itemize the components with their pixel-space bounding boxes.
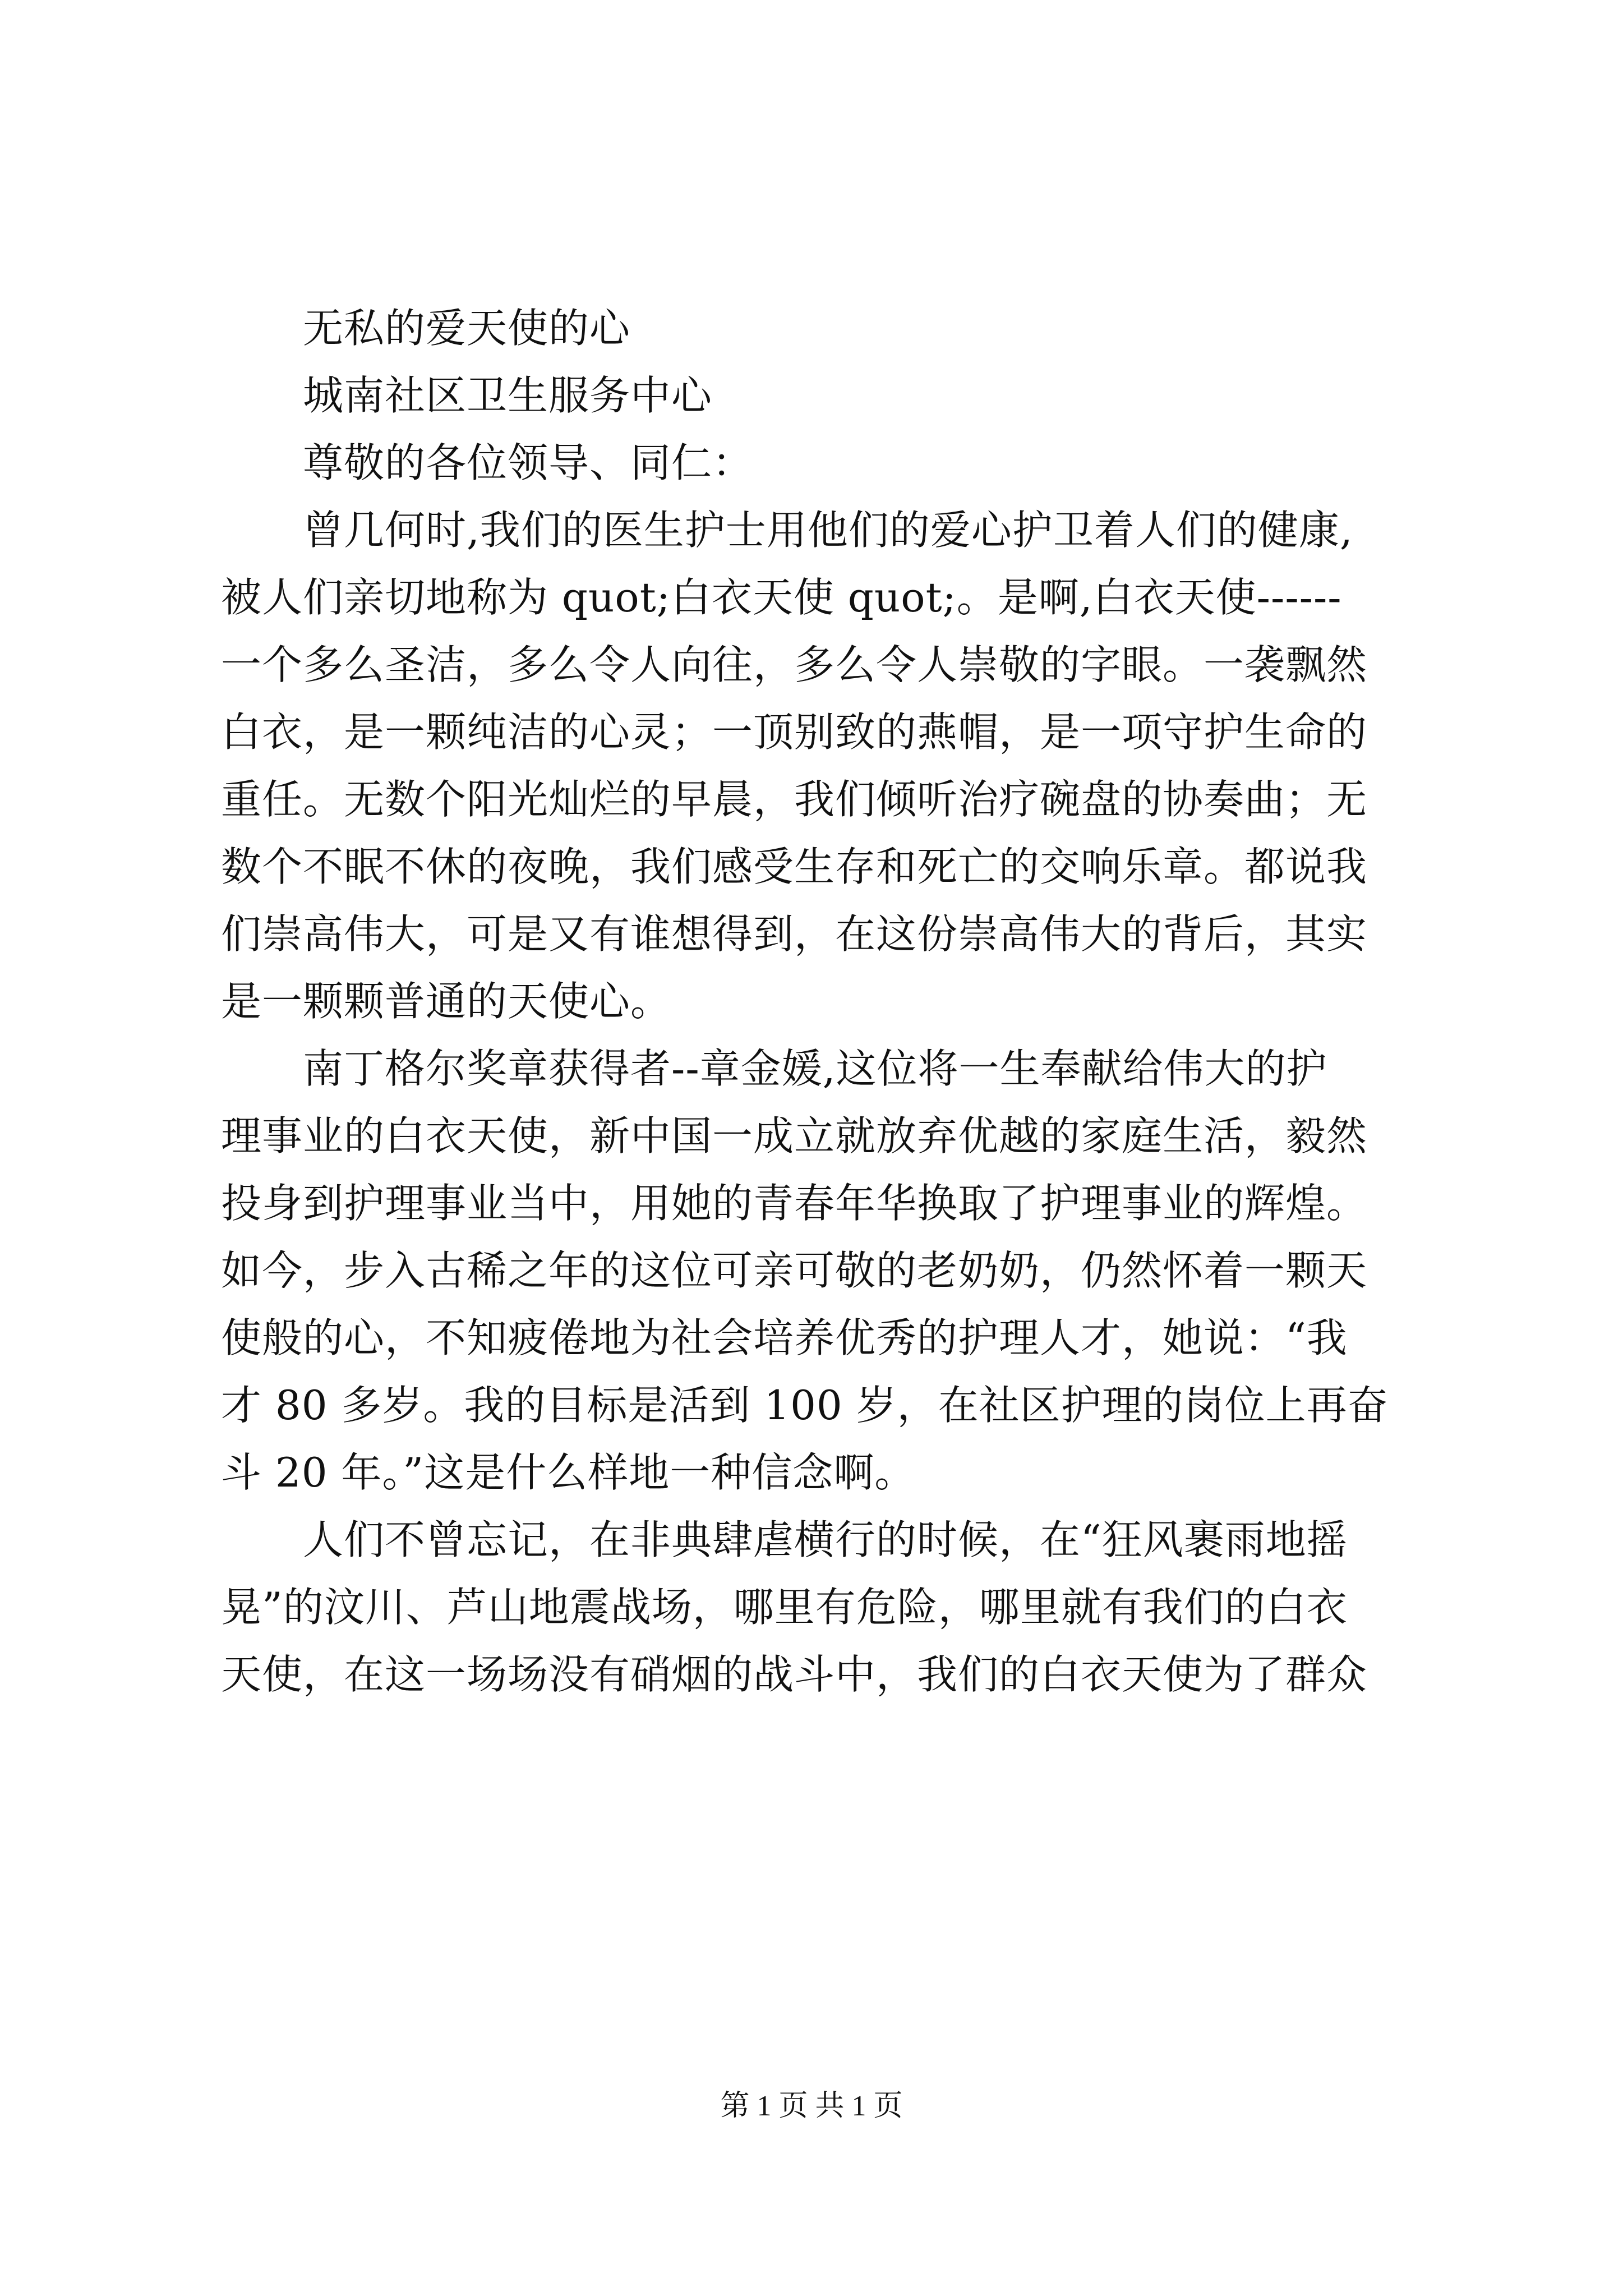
document-body <box>221 295 1421 1708</box>
salutation: 尊敬的各位领导、同仁： <box>303 439 754 486</box>
paragraph-2-line-3: 投身到护理事业当中，用她的青春年华换取了护理事业的辉煌。 <box>221 1180 1368 1227</box>
paragraph-1-line-2: 被人们亲切地称为 quot;白衣天使 quot;。是啊,白衣天使------ <box>221 574 1342 621</box>
paragraph-1-line-6: 数个不眠不休的夜晚，我们感受生存和死亡的交响乐章。都说我 <box>221 843 1368 890</box>
organization-name: 城南社区卫生服务中心 <box>303 372 713 419</box>
paragraph-2-line-4: 如今，步入古稀之年的这位可亲可敬的老奶奶，仍然怀着一颗天 <box>221 1247 1368 1294</box>
paragraph-3-line-3: 天使，在这一场场没有硝烟的战斗中，我们的白衣天使为了群众 <box>221 1651 1368 1698</box>
paragraph-2-line-6: 才 80 多岁。我的目标是活到 100 岁，在社区护理的岗位上再奋 <box>221 1382 1389 1429</box>
page-footer <box>0 2087 1623 2126</box>
paragraph-1-line-8: 是一颗颗普通的天使心。 <box>221 978 672 1025</box>
paragraph-2-line-5: 使般的心，不知疲倦地为社会培养优秀的护理人才，她说：“我 <box>221 1314 1348 1361</box>
paragraph-2-line-1: 南丁格尔奖章获得者--章金媛,这位将一生奉献给伟大的护 <box>303 1045 1327 1092</box>
paragraph-3-line-2: 晃”的汶川、芦山地震战场，哪里有危险，哪里就有我们的白衣 <box>221 1584 1348 1631</box>
paragraph-1-line-1: 曾几何时,我们的医生护士用他们的爱心护卫着人们的健康, <box>303 507 1353 554</box>
paragraph-2-line-7: 斗 20 年。”这是什么样地一种信念啊。 <box>221 1449 916 1496</box>
paragraph-3-line-1: 人们不曾忘记，在非典肆虐横行的时候，在“狂风裹雨地摇 <box>303 1516 1348 1563</box>
paragraph-1-line-5: 重任。无数个阳光灿烂的早晨，我们倾听治疗碗盘的协奏曲；无 <box>221 776 1368 823</box>
paragraph-1-line-3: 一个多么圣洁，多么令人向往，多么令人崇敬的字眼。一袭飘然 <box>221 641 1368 688</box>
paragraph-1-line-7: 们崇高伟大，可是又有谁想得到，在这份崇高伟大的背后，其实 <box>221 910 1368 958</box>
document-title: 无私的爱天使的心 <box>303 305 631 352</box>
page-number-label: 第 1 页 共 1 页 <box>720 2090 903 2122</box>
paragraph-2-line-2: 理事业的白衣天使，新中国一成立就放弃优越的家庭生活，毅然 <box>221 1112 1368 1159</box>
paragraph-1-line-4: 白衣，是一颗纯洁的心灵；一顶别致的燕帽，是一项守护生命的 <box>221 708 1368 756</box>
